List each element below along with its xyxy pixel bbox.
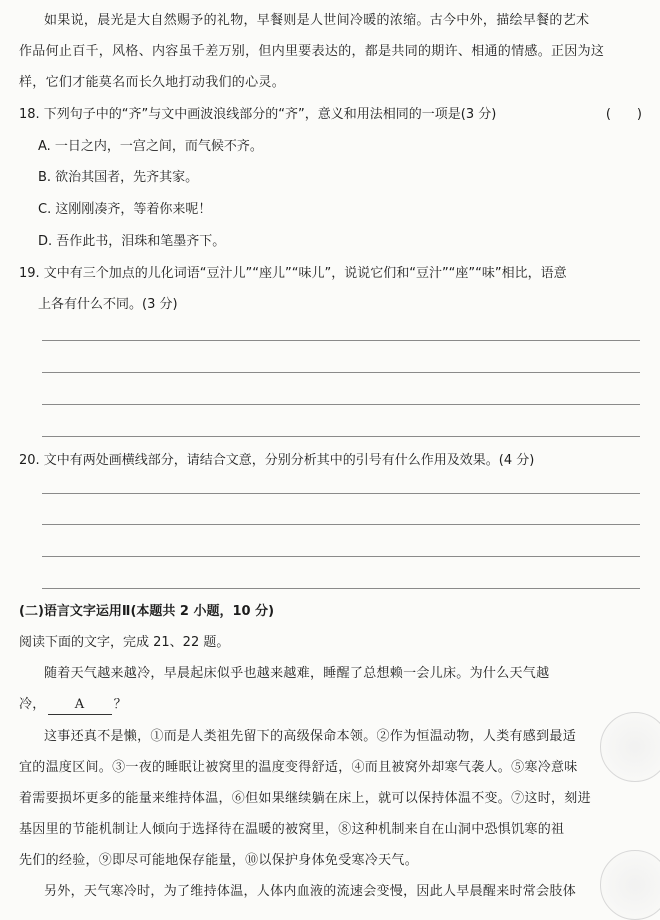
reading-text: 冷， — [19, 697, 46, 712]
answer-line — [42, 524, 640, 525]
passage-line: 如果说，晨光是大自然赐予的礼物，早餐则是人世间冷暖的浓缩。古今中外，描绘早餐的艺术 — [44, 13, 590, 28]
answer-line — [42, 404, 640, 405]
reading-line: 着需要损坏更多的能量来维持体温，⑥但如果继续躺在床上，就可以保持体温不变。⑦这时，刻进 — [19, 791, 591, 806]
passage-line: 样，它们才能莫名而长久地打动我们的心灵。 — [19, 75, 286, 90]
fill-blank-a[interactable]: A — [48, 696, 112, 715]
reading-line: 这事还真不是懒，①而是人类祖先留下的高级保命本领。②作为恒温动物，人类有感到最适 — [44, 729, 577, 744]
section-instruction: 阅读下面的文字，完成 21、22 题。 — [19, 635, 230, 650]
option-d: D. 吾作此书，泪珠和笔墨齐下。 — [38, 234, 226, 249]
answer-line — [42, 436, 640, 437]
option-b: B. 欲治其国者，先齐其家。 — [38, 170, 199, 185]
answer-paren: ( ) — [605, 107, 642, 122]
answer-line — [42, 340, 640, 341]
reading-text: ？ — [113, 697, 127, 712]
answer-line — [42, 556, 640, 557]
reading-line: 随着天气越来越冷，早晨起床似乎也越来越难，睡醒了总想赖一会儿床。为什么天气越 — [44, 666, 550, 681]
reading-line: 基因里的节能机制让人倾向于选择待在温暖的被窝里，⑧这种机制来自在山洞中恐惧饥寒的祖 — [19, 822, 565, 837]
question-19-stem-cont: 上各有什么不同。(3 分) — [38, 297, 178, 312]
answer-line — [42, 493, 640, 494]
answer-line — [42, 588, 640, 589]
question-18-stem: 18. 下列句子中的“齐”与文中画波浪线部分的“齐”，意义和用法相同的一项是(3 分) — [19, 107, 497, 122]
option-c: C. 这刚刚凑齐，等着你来呢！ — [38, 202, 212, 217]
passage-line: 作品何止百千，风格、内容虽千差万别，但内里要表达的，都是共同的期许、相通的情感。正因为这 — [19, 44, 605, 59]
question-19-stem: 19. 文中有三个加点的儿化词语“豆汁儿”“座儿”“味儿”，说说它们和“豆汁”“座”“味”相比，语意 — [19, 266, 567, 281]
question-20-stem: 20. 文中有两处画横线部分，请结合文意，分别分析其中的引号有什么作用及效果。(4 分) — [19, 453, 535, 468]
reading-line-with-blank — [19, 696, 660, 715]
reading-line: 先们的经验，⑨即尽可能地保存能量，⑩以保护身体免受寒冷天气。 — [19, 853, 419, 868]
answer-line — [42, 372, 640, 373]
reading-line: 另外，天气寒冷时，为了维持体温，人体内血液的流速会变慢，因此人早晨醒来时常会肢体 — [44, 884, 577, 899]
reading-line: 宜的温度区间。③一夜的睡眠让被窝里的温度变得舒适，④而且被窝外却寒气袭人。⑤寒冷意味 — [19, 760, 578, 775]
section-heading: (二)语言文字运用Ⅱ(本题共 2 小题，10 分) — [19, 604, 275, 619]
option-a: A. 一日之内，一宫之间，而气候不齐。 — [38, 139, 263, 154]
